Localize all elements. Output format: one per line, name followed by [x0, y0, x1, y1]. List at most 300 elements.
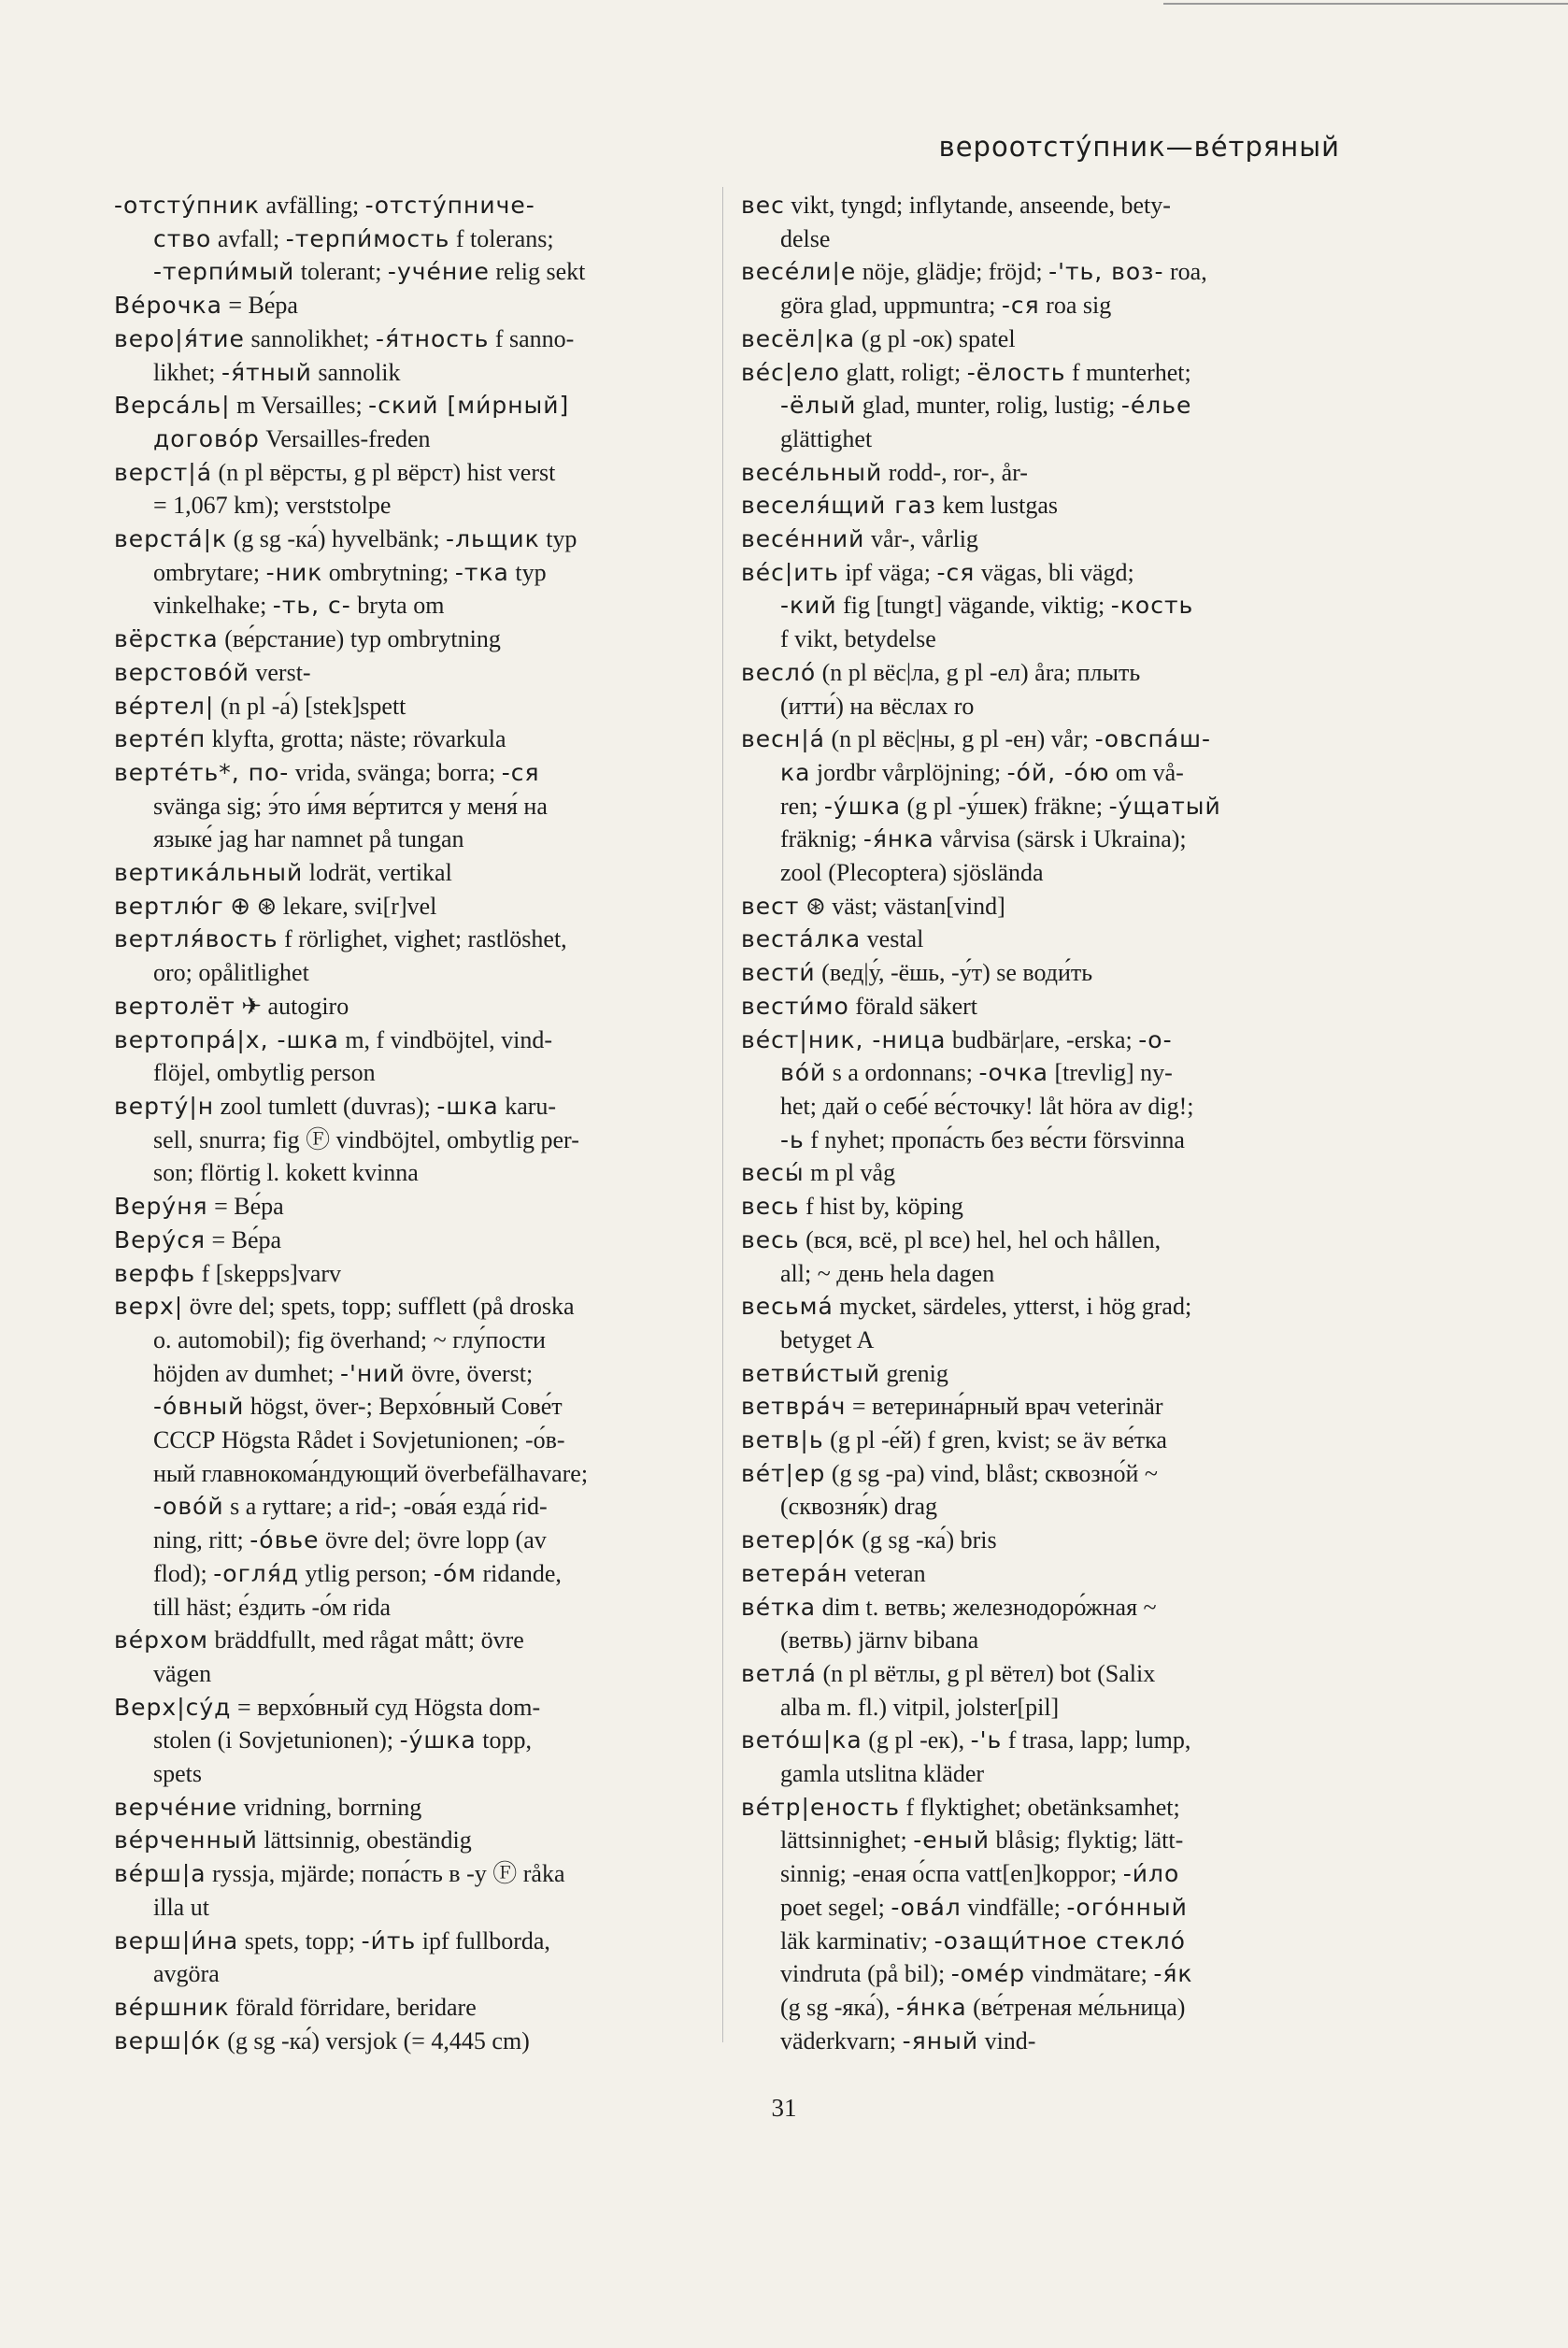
- headword: ветла́: [741, 1659, 817, 1687]
- definition-text: = ветерина́рный врач veterinär: [846, 1393, 1163, 1421]
- definition-text: = 1,067 km); verststolpe: [153, 492, 392, 520]
- definition-text: likhet;: [153, 358, 221, 386]
- headword: -шка: [436, 1092, 499, 1120]
- dictionary-line: [741, 1290, 1348, 1324]
- headword: -тка: [454, 558, 509, 586]
- dictionary-line: [114, 1991, 721, 2025]
- headword: -у́шка: [823, 792, 902, 820]
- dictionary-line: [741, 189, 1348, 222]
- definition-text: roa sig: [1039, 292, 1112, 320]
- headword: -ник: [265, 558, 323, 586]
- definition-text: (g pl -у́шек) fräkne;: [901, 792, 1109, 820]
- dictionary-line: [114, 690, 721, 723]
- headword: -ёлый: [780, 392, 857, 420]
- definition-text: högst, över-; Верхо́вный Сове́т: [244, 1393, 563, 1421]
- dictionary-line: [114, 1390, 721, 1424]
- headword: -ся: [936, 558, 976, 586]
- dictionary-line: [741, 2025, 1348, 2058]
- dictionary-line: [741, 1991, 1348, 2025]
- dictionary-line: [741, 1090, 1348, 1124]
- headword: -о́вный: [153, 1393, 245, 1421]
- headword: вертля́вость: [114, 925, 278, 953]
- headword: -ово́й: [153, 1493, 224, 1521]
- headword: Веру́ся: [114, 1225, 206, 1253]
- dictionary-line: [114, 1557, 721, 1591]
- dictionary-line: [741, 1824, 1348, 1857]
- definition-text: o. automobil); fig överhand; ~ глу́пости: [153, 1325, 546, 1353]
- dictionary-line: [114, 1925, 721, 1958]
- headword: -е́лье: [1120, 392, 1192, 420]
- definition-text: avgöra: [153, 1960, 220, 1988]
- definition-text: (n pl вётлы, g pl вётел) bot (Salix: [816, 1659, 1156, 1687]
- definition-text: vind-: [978, 2026, 1036, 2054]
- dictionary-line: [114, 322, 721, 356]
- headword: ка: [780, 758, 811, 786]
- headword: -'ть, воз-: [1048, 258, 1164, 286]
- definition-text: f hist by, köping: [799, 1193, 963, 1221]
- headword: верх|: [114, 1293, 184, 1321]
- dictionary-line: [114, 1857, 721, 1891]
- definition-text: alba m. fl.) vitpil, jolster[pil]: [780, 1693, 1060, 1721]
- headword: ве́рченный: [114, 1826, 258, 1854]
- dictionary-line: [114, 489, 721, 523]
- definition-text: (g sg -ка́) versjok (= 4,445 cm): [221, 2026, 530, 2054]
- definition-text: klyfta, grotta; näste; rövarkula: [206, 725, 506, 753]
- dictionary-line: [114, 1591, 721, 1625]
- dictionary-line: [741, 1390, 1348, 1424]
- definition-text: övre del; övre lopp (av: [319, 1526, 547, 1554]
- definition-text: ный главнокома́ндующий överbefälhavare;: [153, 1459, 589, 1487]
- headword: -о́вье: [249, 1526, 320, 1554]
- headword: -огля́д: [213, 1559, 300, 1587]
- definition-text: ryssja, mjärde; попа́сть в -у Ⓕ råka: [206, 1860, 565, 1888]
- headword: вести́мо: [741, 992, 849, 1020]
- dictionary-line: [114, 1957, 721, 1991]
- definition-text: svänga sig; э́то и́мя ве́ртится у меня́ на: [153, 792, 548, 820]
- definition-text: glatt, roligt;: [839, 358, 967, 386]
- headword: -'ний: [340, 1359, 406, 1387]
- definition-text: mycket, särdeles, ytterst, i hög grad;: [833, 1293, 1192, 1321]
- headword: догово́р: [153, 424, 260, 452]
- definition-text: ✈ autogiro: [235, 992, 349, 1020]
- definition-text: gamla utslitna kläder: [780, 1760, 985, 1788]
- headword: весь: [741, 1225, 800, 1253]
- definition-text: verst-: [249, 658, 311, 686]
- dictionary-line: [114, 1190, 721, 1224]
- headword: вертлю́г: [114, 892, 224, 920]
- dictionary-line: [741, 1757, 1348, 1791]
- headword: верст|а́: [114, 458, 213, 486]
- headword: -кость: [1110, 592, 1194, 620]
- definition-text: lättsinnighet;: [780, 1826, 914, 1854]
- dictionary-line: [741, 623, 1348, 656]
- dictionary-line: [741, 289, 1348, 322]
- headword: -я́тный: [221, 358, 312, 386]
- headword: верста́|к: [114, 525, 228, 553]
- dictionary-line: [114, 589, 721, 623]
- dictionary-line: [741, 422, 1348, 456]
- dictionary-line: [741, 523, 1348, 556]
- dictionary-line: [741, 1524, 1348, 1557]
- dictionary-line: [114, 389, 721, 422]
- definition-text: flod);: [153, 1559, 214, 1587]
- headword: ветер|о́к: [741, 1526, 856, 1554]
- definition-text: (g sg -ра) vind, blåst; сквозно́й ~: [825, 1459, 1158, 1487]
- dictionary-line: [741, 656, 1348, 690]
- definition-text: ⊛ väst; västan[vind]: [799, 892, 1005, 920]
- definition-text: avfall;: [211, 224, 286, 252]
- definition-text: ipf väga;: [838, 558, 937, 586]
- dictionary-line: [114, 856, 721, 890]
- dictionary-line: [741, 1791, 1348, 1825]
- definition-text: kem lustgas: [936, 492, 1058, 520]
- headword: Верса́ль|: [114, 392, 231, 420]
- definition-text: om vå-: [1109, 758, 1184, 786]
- headword: -ся: [1001, 292, 1040, 320]
- headword: -терпи́мый: [153, 258, 295, 286]
- headword: ве́ртел|: [114, 692, 215, 720]
- headword: Ве́рочка: [114, 292, 222, 320]
- headword: -ся: [501, 758, 540, 786]
- dictionary-line: [114, 1891, 721, 1925]
- headword: -ь: [780, 1125, 805, 1153]
- headword: ветв|ь: [741, 1426, 824, 1454]
- definition-text: göra glad, uppmuntra;: [780, 292, 1002, 320]
- headword: -о́й, -о́ю: [1006, 758, 1110, 786]
- headword: -уче́ние: [387, 258, 490, 286]
- dictionary-line: [114, 289, 721, 322]
- dictionary-line: [741, 856, 1348, 890]
- dictionary-line: [114, 1757, 721, 1791]
- headword: вёрстка: [114, 625, 219, 653]
- dictionary-line: [741, 1957, 1348, 1991]
- definition-text: ridande,: [476, 1559, 562, 1587]
- dictionary-line: [114, 1624, 721, 1657]
- definition-text: jordbr vårplöjning;: [810, 758, 1007, 786]
- definition-text: (g pl -е́й) f gren, kvist; se äv ве́тка: [823, 1426, 1167, 1454]
- definition-text: dim t. ветвь; железнодоро́жная ~: [816, 1593, 1157, 1621]
- headword: верту́|н: [114, 1092, 215, 1120]
- definition-text: f [skepps]varv: [195, 1259, 342, 1287]
- headword: -ский [ми́рный]: [368, 392, 570, 420]
- definition-text: relig sekt: [489, 258, 586, 286]
- definition-text: typ: [508, 558, 547, 586]
- headword: верш|о́к: [114, 2026, 221, 2054]
- headword: верте́ть*, по-: [114, 758, 290, 786]
- headword: Верх|су́д: [114, 1693, 232, 1721]
- headword: ве́тр|еность: [741, 1793, 901, 1821]
- headword: верфь: [114, 1259, 196, 1287]
- definition-text: spets: [153, 1760, 202, 1788]
- dictionary-line: [741, 923, 1348, 956]
- definition-text: avfälling;: [260, 192, 365, 219]
- definition-text: f flyktighet; obetänksamhet;: [900, 1793, 1180, 1821]
- dictionary-line: [741, 756, 1348, 790]
- dictionary-line: [741, 255, 1348, 289]
- headword: ветера́н: [741, 1559, 848, 1587]
- dictionary-line: [114, 1724, 721, 1757]
- definition-text: (g pl -ек),: [862, 1726, 971, 1754]
- definition-text: vindruta (på bil);: [780, 1960, 951, 1988]
- dictionary-line: [741, 823, 1348, 856]
- headword: ство: [153, 224, 212, 252]
- dictionary-line: [741, 1857, 1348, 1891]
- definition-text: topp,: [476, 1726, 532, 1754]
- headword: ветвра́ч: [741, 1393, 847, 1421]
- top-edge-line: [1163, 3, 1568, 5]
- definition-text: m pl våg: [804, 1159, 896, 1187]
- headword: -озащи́тное стекло́: [934, 1926, 1186, 1954]
- definition-text: m, f vindböjtel, vind-: [338, 1025, 553, 1053]
- dictionary-line: [741, 222, 1348, 256]
- dictionary-line: [114, 1156, 721, 1190]
- dictionary-line: [114, 1524, 721, 1557]
- dictionary-line: [741, 489, 1348, 523]
- definition-text: (g sg -ка́) bris: [855, 1526, 997, 1554]
- definition-text: (вед|у́, -ёшь, -у́т) se води́ть: [815, 959, 1093, 987]
- dictionary-line: [114, 1290, 721, 1324]
- definition-text: f tolerans;: [449, 224, 554, 252]
- left-column: [114, 189, 721, 2057]
- headword: весло́: [741, 658, 817, 686]
- definition-text: zool tumlett (duvras);: [214, 1092, 437, 1120]
- headword: вес: [741, 192, 785, 219]
- definition-text: son; flörtig l. kokett kvinna: [153, 1159, 419, 1187]
- definition-text: ning, ritt;: [153, 1526, 250, 1554]
- dictionary-line: [741, 389, 1348, 422]
- definition-text: förald förridare, beridare: [229, 1993, 477, 2021]
- definition-text: vrida, svänga; borra;: [289, 758, 502, 786]
- headword: веселя́щий газ: [741, 492, 936, 520]
- definition-text: ren;: [780, 792, 824, 820]
- definition-text: f sanno-: [489, 324, 575, 352]
- headword: -отсту́пник: [114, 192, 261, 219]
- headword: -очка: [978, 1059, 1048, 1087]
- definition-text: ytlig person;: [299, 1559, 434, 1587]
- definition-text: lodrät, vertikal: [303, 859, 452, 887]
- dictionary-line: [114, 890, 721, 923]
- definition-text: языке́ jag har namnet på tungan: [153, 825, 464, 853]
- headword: ве́с|ить: [741, 558, 839, 586]
- column-divider: [722, 187, 723, 2042]
- dictionary-line: [114, 1424, 721, 1457]
- definition-text: vikt, tyngd; inflytande, anseende, bety-: [784, 192, 1171, 219]
- definition-text: (n pl вёс|ла, g pl -ел) åra; плыть: [816, 658, 1141, 686]
- definition-text: illa ut: [153, 1893, 209, 1921]
- definition-text: ⊕ ⊛ lekare, svi[r]vel: [223, 892, 437, 920]
- headword: -овспа́ш-: [1094, 725, 1212, 753]
- headword: ве́тка: [741, 1593, 817, 1621]
- definition-text: delse: [780, 224, 831, 252]
- headword: -и́ло: [1122, 1860, 1180, 1888]
- dictionary-line: [114, 1056, 721, 1090]
- headword: весёл|ка: [741, 324, 856, 352]
- dictionary-line: [114, 1024, 721, 1057]
- definition-text: (ве́треная ме́льница): [966, 1993, 1186, 2021]
- dictionary-line: [741, 1657, 1348, 1691]
- headword: -терпи́мость: [285, 224, 450, 252]
- dictionary-line: [114, 422, 721, 456]
- headword: -ого́нный: [1066, 1893, 1188, 1921]
- definition-text: övre, överst;: [405, 1359, 534, 1387]
- definition-text: (вся, всё, pl все) hel, hel och hållen,: [799, 1225, 1162, 1253]
- dictionary-line: [114, 523, 721, 556]
- definition-text: vestal: [861, 925, 924, 953]
- definition-text: bryta om: [350, 592, 445, 620]
- dictionary-line: [114, 1457, 721, 1491]
- definition-text: sell, snurra; fig Ⓕ vindböjtel, ombytlig per-: [153, 1125, 579, 1153]
- dictionary-line: [741, 1357, 1348, 1391]
- dictionary-line: [741, 1591, 1348, 1625]
- headword: -я́тность: [376, 324, 490, 352]
- dictionary-line: [114, 189, 721, 222]
- headword: -кий: [780, 592, 837, 620]
- definition-text: fig [tungt] vägande, viktig;: [836, 592, 1111, 620]
- dictionary-line: [114, 623, 721, 656]
- dictionary-line: [114, 723, 721, 756]
- definition-text: vägas, bli vägd;: [975, 558, 1134, 586]
- definition-text: lättsinnig, obeständig: [257, 1826, 472, 1854]
- definition-text: glättighet: [780, 424, 873, 452]
- definition-text: Versailles-freden: [259, 424, 431, 452]
- definition-text: all; ~ день hela dagen: [780, 1259, 995, 1287]
- dictionary-line: [114, 1691, 721, 1725]
- headword: во́й: [780, 1059, 827, 1087]
- definition-text: grenig: [879, 1359, 948, 1387]
- dictionary-line: [741, 890, 1348, 923]
- dictionary-line: [114, 790, 721, 823]
- definition-text: budbär|are, -erska;: [946, 1025, 1139, 1053]
- definition-text: typ: [539, 525, 577, 553]
- headword: верте́п: [114, 725, 207, 753]
- dictionary-line: [741, 589, 1348, 623]
- definition-text: ombrytning;: [322, 558, 455, 586]
- headword: ветви́стый: [741, 1359, 880, 1387]
- headword: ве́с|ело: [741, 358, 840, 386]
- definition-text: blåsig; flyktig; lätt-: [990, 1826, 1184, 1854]
- dictionary-line: [741, 690, 1348, 723]
- headword: весь: [741, 1193, 800, 1221]
- dictionary-line: [114, 956, 721, 990]
- dictionary-line: [114, 923, 721, 956]
- headword: -ова́л: [891, 1893, 962, 1921]
- definition-text: (n pl вёрсты, g pl вёрст) hist verst: [212, 458, 556, 486]
- headword: весьма́: [741, 1293, 834, 1321]
- headword: весы́: [741, 1159, 805, 1187]
- definition-text: övre del; spets, topp; sufflett (på droska: [183, 1293, 575, 1321]
- definition-text: nöje, glädje; fröjd;: [856, 258, 1049, 286]
- headword: -у́шка: [399, 1726, 477, 1754]
- dictionary-line: [114, 556, 721, 590]
- definition-text: [trevlig] ny-: [1048, 1059, 1173, 1087]
- dictionary-line: [741, 1457, 1348, 1491]
- headword: вест: [741, 892, 800, 920]
- dictionary-line: [741, 990, 1348, 1024]
- dictionary-line: [114, 1090, 721, 1124]
- definition-text: fräknig;: [780, 825, 863, 853]
- definition-text: f nyhet; пропа́сть без ве́сти försvinna: [804, 1125, 1185, 1153]
- definition-text: vårvisa (särsk i Ukraina);: [934, 825, 1187, 853]
- definition-text: СССР Högsta Rådet i Sovjetunionen; -о́в-: [153, 1426, 565, 1454]
- definition-text: ombrytare;: [153, 558, 266, 586]
- definition-text: f trasa, lapp; lump,: [1002, 1726, 1191, 1754]
- dictionary-line: [741, 322, 1348, 356]
- headword: весн|а́: [741, 725, 825, 753]
- definition-text: (n pl -а́) [stek]spett: [214, 692, 406, 720]
- definition-text: (g sg -ка́) hyvelbänk;: [227, 525, 447, 553]
- dictionary-line: [114, 356, 721, 390]
- dictionary-line: [114, 255, 721, 289]
- definition-text: poet segel;: [780, 1893, 891, 1921]
- definition-text: (сквозня́к) drag: [780, 1493, 938, 1521]
- definition-text: tolerant;: [294, 258, 388, 286]
- definition-text: roa,: [1163, 258, 1207, 286]
- dictionary-line: [114, 1657, 721, 1691]
- definition-text: glad, munter, rolig, lustig;: [856, 392, 1121, 420]
- dictionary-line: [741, 1024, 1348, 1057]
- dictionary-line: [741, 1124, 1348, 1157]
- dictionary-line: [741, 790, 1348, 823]
- headword: -я́к: [1153, 1960, 1193, 1988]
- definition-text: (ветвь) järnv bibana: [780, 1626, 979, 1654]
- dictionary-line: [114, 1324, 721, 1357]
- dictionary-line: [741, 1324, 1348, 1357]
- headword: -яный: [902, 2026, 979, 2054]
- definition-text: höjden av dumhet;: [153, 1359, 341, 1387]
- headword: -оме́р: [950, 1960, 1026, 1988]
- headword: весе́нний: [741, 525, 865, 553]
- definition-text: sannolik: [311, 358, 401, 386]
- definition-text: vindfälle;: [961, 1893, 1067, 1921]
- definition-text: ipf fullborda,: [416, 1926, 550, 1954]
- definition-text: (ве́рстание) typ ombrytning: [218, 625, 501, 653]
- headword: -о-: [1138, 1025, 1173, 1053]
- headword: весе́ли|е: [741, 258, 857, 286]
- definition-text: stolen (i Sovjetunionen);: [153, 1726, 400, 1754]
- dictionary-line: [114, 1490, 721, 1524]
- headword: вертолёт: [114, 992, 235, 1020]
- definition-text: sinnig; -еная о́спа vatt[en]koppor;: [780, 1860, 1123, 1888]
- definition-text: karu-: [498, 1092, 557, 1120]
- headword: -о́м: [433, 1559, 477, 1587]
- headword: вертопра́|х, -шка: [114, 1025, 339, 1053]
- definition-text: betyget A: [780, 1325, 875, 1353]
- dictionary-line: [741, 1190, 1348, 1224]
- dictionary-line: [114, 222, 721, 256]
- definition-text: (g sg -яка́),: [780, 1993, 896, 2021]
- definition-text: (g pl -ок) spatel: [855, 324, 1016, 352]
- headword: -отсту́пниче-: [364, 192, 535, 219]
- dictionary-line: [114, 656, 721, 690]
- definition-text: vägen: [153, 1659, 212, 1687]
- dictionary-line: [741, 1224, 1348, 1257]
- dictionary-line: [114, 756, 721, 790]
- headword: -льщик: [446, 525, 540, 553]
- definition-text: veteran: [848, 1559, 926, 1587]
- definition-text: vridning, borrning: [237, 1793, 422, 1821]
- headword: весе́льный: [741, 458, 883, 486]
- headword: веста́лка: [741, 925, 862, 953]
- definition-text: rodd-, ror-, år-: [882, 458, 1028, 486]
- headword: ве́ст|ник, -ница: [741, 1025, 947, 1053]
- headword: вертика́льный: [114, 859, 304, 887]
- definition-text: spets, topp;: [238, 1926, 362, 1954]
- dictionary-line: [114, 823, 721, 856]
- headword: ве́т|ер: [741, 1459, 826, 1487]
- dictionary-line: [741, 456, 1348, 490]
- headword: веро|я́тие: [114, 324, 245, 352]
- definition-text: het; дай о себе́ ве́сточку! låt höra av dig!;: [780, 1092, 1194, 1120]
